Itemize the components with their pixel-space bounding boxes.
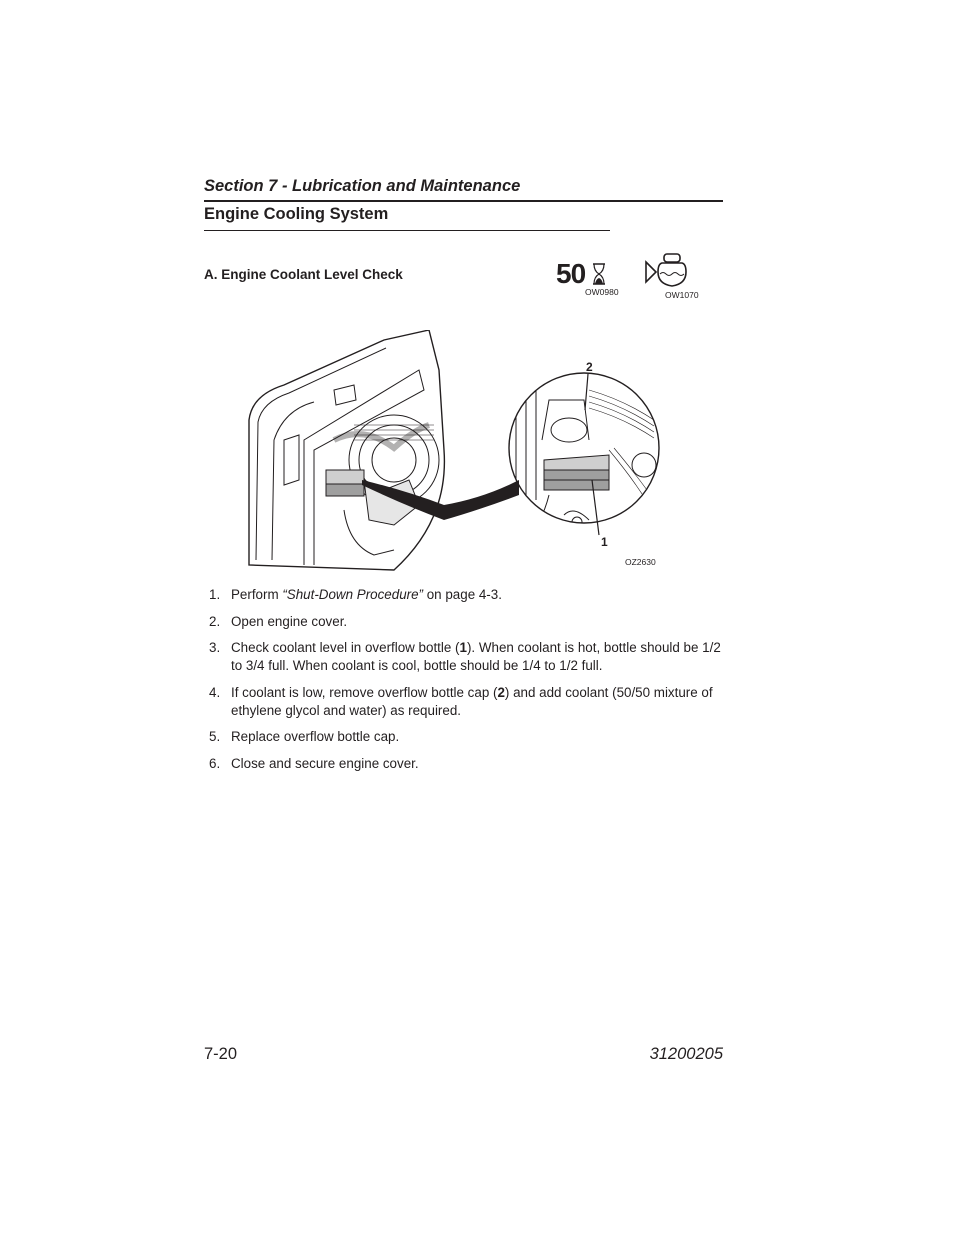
callout-1: 1 — [601, 535, 608, 549]
step-text: Perform — [231, 587, 283, 602]
step-reference: “Shut-Down Procedure” — [282, 587, 424, 602]
figure-code: OZ2630 — [625, 557, 656, 567]
step-text: Close and secure engine cover. — [231, 755, 419, 771]
step-number: 4. — [209, 684, 221, 700]
step-item — [209, 728, 729, 746]
step-item — [209, 613, 729, 631]
engine-compartment-view — [249, 330, 444, 570]
step-text: If coolant is low, remove overflow bottle cap ( — [231, 684, 498, 700]
interval-hours: 50 — [556, 258, 586, 289]
step-item — [209, 586, 729, 604]
step-text: Replace overflow bottle cap. — [231, 729, 400, 744]
hourglass-icon — [592, 263, 606, 285]
step-text: Check coolant level in overflow bottle ( — [231, 640, 460, 655]
section-title: Section 7 - Lubrication and Maintenance — [204, 177, 521, 195]
step-text: Open engine cover. — [231, 613, 348, 629]
page-number: 7-20 — [204, 1045, 238, 1063]
document-number: 31200205 — [649, 1045, 723, 1063]
step-number: 2. — [209, 613, 221, 629]
callout-2: 2 — [586, 360, 593, 374]
step-number: 6. — [209, 755, 221, 771]
overflow-bottle-detail — [509, 370, 659, 535]
header-rule — [204, 200, 723, 202]
step-number: 1. — [209, 587, 221, 602]
heading-rule — [204, 230, 610, 231]
engine-coolant-illustration — [244, 330, 668, 575]
step-text: ) and add coolant (50/50 mixture of ethylene glycol and water) as required. — [231, 684, 713, 718]
step-number: 3. — [209, 640, 221, 655]
engine-cover-coolant-icon — [640, 250, 704, 290]
interval-icon-code: OW0980 — [585, 287, 619, 297]
page-heading: Engine Cooling System — [204, 205, 389, 223]
procedure-steps — [209, 586, 729, 781]
step-text: ). When coolant is hot, bottle should be 1/2 to 3/4 full. When coolant is cool, bottle should be 1/4 to 1/2 full. — [231, 640, 721, 673]
callout-ref: 2 — [497, 684, 505, 700]
cover-icon-code: OW1070 — [665, 290, 699, 300]
step-item — [209, 684, 729, 720]
subsection-title: A. Engine Coolant Level Check — [204, 267, 403, 282]
step-item — [209, 639, 729, 675]
step-item — [209, 755, 729, 773]
step-number: 5. — [209, 729, 221, 744]
step-text: on page 4-3. — [423, 587, 502, 602]
callout-ref: 1 — [459, 640, 467, 655]
